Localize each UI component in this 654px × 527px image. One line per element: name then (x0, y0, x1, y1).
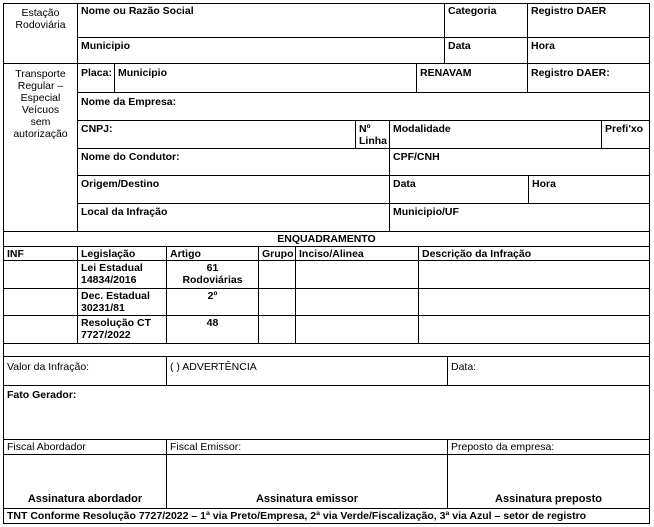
row-grupo-cell[interactable] (258, 288, 296, 316)
header-artigo: Artigo (166, 246, 259, 261)
row-artigo-cell: 61 Rodoviárias (166, 260, 259, 289)
placa-field[interactable]: Placa: (77, 63, 115, 93)
header-inf: INF (3, 246, 78, 261)
registro-daer-field[interactable]: Registro DAER (527, 3, 650, 38)
header-grupo: Grupo (258, 246, 296, 261)
footer-note: TNT Conforme Resolução 7727/2022 – 1ª via Preto/Empresa, 2ª via Verde/Fiscalização, 3ª via Azul – setor de registro (3, 508, 650, 524)
fiscal-abordador-field[interactable]: Fiscal Abordador (3, 439, 167, 509)
nome-condutor-field[interactable]: Nome do Condutor: (77, 148, 390, 176)
row-descricao-cell[interactable] (418, 315, 650, 344)
assinatura-emissor-label: Assinatura emissor (255, 493, 359, 505)
transporte-municipio-field[interactable]: Municipio (114, 63, 417, 93)
transporte-section-label: Transporte Regular – Especial Veícuos sem autorização (3, 63, 78, 232)
row-inf-cell[interactable] (3, 315, 78, 344)
advertencia-checkbox[interactable]: ( ) ADVERTÊNCIA (166, 356, 448, 386)
transporte-data-field[interactable]: Data (389, 175, 529, 204)
preposto-field[interactable]: Preposto da empresa: (447, 439, 650, 509)
origem-destino-field[interactable]: Origem/Destino (77, 175, 390, 204)
prefixo-field[interactable]: Prefi'xo (601, 120, 650, 149)
modalidade-field[interactable]: Modalidade (389, 120, 602, 149)
valor-infracao-field[interactable]: Valor da Infração: (3, 356, 167, 386)
nome-empresa-field[interactable]: Nome da Empresa: (77, 92, 650, 121)
cnpj-field[interactable]: CNPJ: (77, 120, 356, 149)
renavam-field[interactable]: RENAVAM (416, 63, 528, 93)
fato-gerador-field[interactable]: Fato Gerador: (3, 385, 650, 440)
row-inf-cell[interactable] (3, 288, 78, 316)
row-artigo-cell: 48 (166, 315, 259, 344)
valor-data-field[interactable]: Data: (447, 356, 650, 386)
estacao-section-label: Estação Rodoviária (3, 3, 78, 64)
row-inciso-cell[interactable] (295, 288, 419, 316)
signature-header-divider (3, 454, 650, 455)
row-inf-cell[interactable] (3, 260, 78, 289)
header-descricao: Descrição da Infração (418, 246, 650, 261)
row-grupo-cell[interactable] (258, 260, 296, 289)
row-inciso-cell[interactable] (295, 260, 419, 289)
row-inciso-cell[interactable] (295, 315, 419, 344)
row-grupo-cell[interactable] (258, 315, 296, 344)
estacao-hora-field[interactable]: Hora (527, 37, 650, 64)
header-legislacao: Legislação (77, 246, 167, 261)
estacao-municipio-field[interactable]: Municipio (77, 37, 445, 64)
assinatura-preposto-label: Assinatura preposto (495, 493, 602, 505)
municipio-uf-field[interactable]: Municipio/UF (389, 203, 650, 232)
transporte-hora-field[interactable]: Hora (528, 175, 650, 204)
row-legislacao-cell: Resolução CT 7727/2022 (77, 315, 167, 344)
transporte-registro-daer-field[interactable]: Registro DAER: (527, 63, 650, 93)
local-infracao-field[interactable]: Local da Infração (77, 203, 390, 232)
assinatura-abordador-label: Assinatura abordador (27, 493, 143, 505)
estacao-data-field[interactable]: Data (444, 37, 528, 64)
fiscal-emissor-field[interactable]: Fiscal Emissor: (166, 439, 448, 509)
row-descricao-cell[interactable] (418, 260, 650, 289)
row-legislacao-cell: Dec. Estadual 30231/81 (77, 288, 167, 316)
row-artigo-cell: 2º (166, 288, 259, 316)
row-descricao-cell[interactable] (418, 288, 650, 316)
categoria-field[interactable]: Categoria (444, 3, 528, 38)
cpf-cnh-field[interactable]: CPF/CNH (389, 148, 650, 176)
no-linha-field[interactable]: Nº Linha (355, 120, 390, 149)
nome-razao-social-field[interactable]: Nome ou Razão Social (77, 3, 445, 38)
header-inciso: Inciso/Alinea (295, 246, 419, 261)
enquadramento-title: ENQUADRAMENTO (3, 231, 650, 247)
spacer-row (3, 343, 650, 357)
row-legislacao-cell: Lei Estadual 14834/2016 (77, 260, 167, 289)
